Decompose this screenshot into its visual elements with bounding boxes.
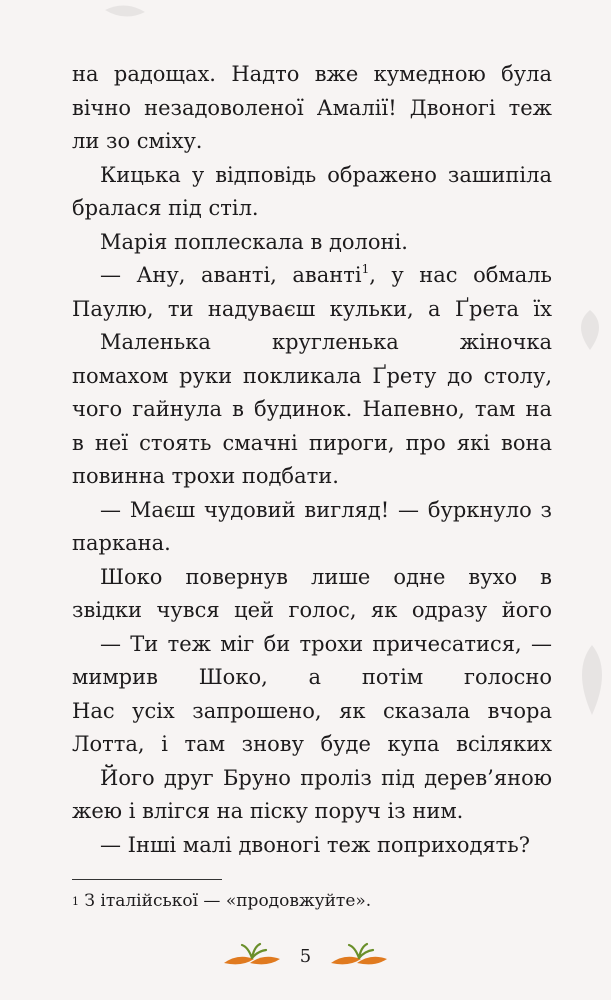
text-line: Лотта, і там знову буде купа всіляких [72, 732, 552, 756]
page-footer [0, 936, 611, 976]
text-line: вічно незадоволеної Амалії! Двоногі теж [72, 95, 552, 120]
text-line: ли зо сміху. [72, 129, 203, 153]
text-line: Шоко повернув лише одне вухо в [100, 564, 552, 589]
text-line: в неї стоять смачні пироги, про які вона [72, 430, 552, 455]
text-line: паркана. [72, 531, 171, 555]
footnote [72, 889, 552, 913]
carrot-ornament-icon [327, 941, 391, 971]
text-line: на радощах. Надто вже кумедною була [72, 62, 552, 86]
text-line: Кицька у відповідь ображено зашипіла [100, 162, 552, 187]
footnote-divider [72, 879, 222, 880]
text-line: жею і влігся на піску поруч із ним. [72, 799, 464, 823]
text-line: Його друг Бруно проліз під дерев’яною [100, 765, 552, 790]
footnote-marker: 1 [361, 262, 370, 276]
text-line: Марія поплескала в долоні. [100, 229, 408, 254]
text-line: Паулю, ти надуваєш кульки, а Ґрета їх [72, 296, 552, 321]
text-line [72, 259, 552, 293]
text-segment: — Ану, аванті, аванті [100, 263, 362, 287]
text-line: чого гайнула в будинок. Напевно, там на [72, 397, 552, 421]
show-through-leaf-icon [570, 305, 610, 355]
text-line: повинна трохи подбати. [72, 464, 339, 488]
text-line: — Маєш чудовий вигляд! — буркнуло з [100, 497, 552, 522]
show-through-ornament-icon [95, 0, 155, 40]
footnote-number: 1 [72, 895, 79, 908]
text-line: — Інші малі двоногі теж поприходять? [100, 832, 530, 857]
page-number: 5 [299, 945, 312, 967]
text-line: мимрив Шоко, а потім голосно [72, 665, 552, 689]
text-line: Маленька кругленька жіночка [100, 330, 552, 354]
text-segment: , у нас обмаль [369, 263, 552, 287]
text-line: помахом руки покликала Ґрету до столу, [72, 363, 552, 388]
text-line: Нас усіх запрошено, як сказала вчора [72, 698, 552, 723]
text-line: — Ти теж міг би трохи причесатися, — [100, 631, 552, 656]
carrot-ornament-icon [220, 941, 284, 971]
body-text [72, 58, 552, 862]
footnote-text: З італійської — «продовжуйте». [79, 891, 372, 911]
text-line: звідки чувся цей голос, як одразу його [72, 598, 552, 622]
show-through-leaf-icon [572, 640, 610, 720]
text-line: бралася під стіл. [72, 196, 259, 220]
